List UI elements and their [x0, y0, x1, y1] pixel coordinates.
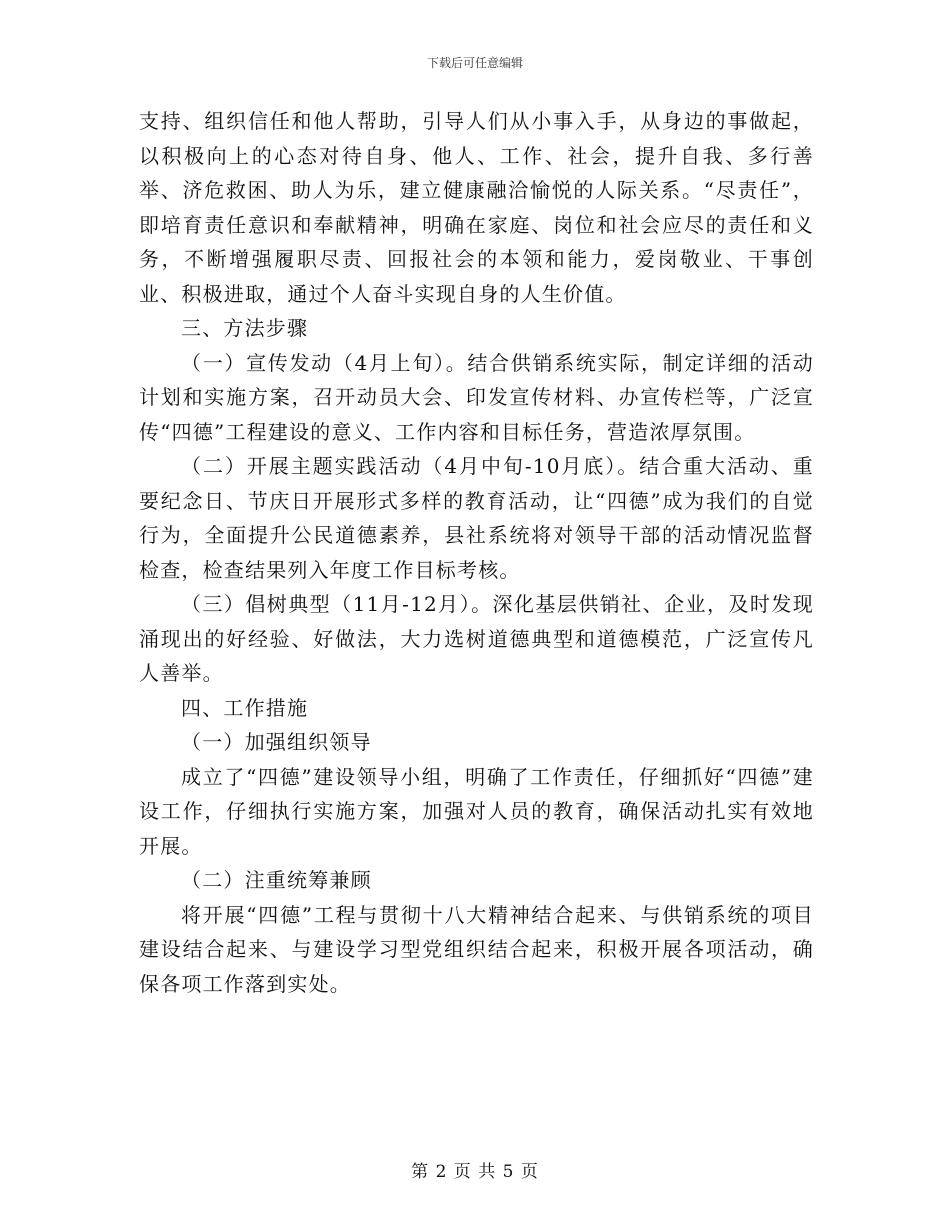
- page-header-note: 下载后可任意编辑: [426, 56, 523, 70]
- paragraph: （二）开展主题实践活动（4月中旬-10月底）。结合重大活动、重要纪念日、节庆日开展形式多样的教育活动，让“四德”成为我们的自觉行为，全面提升公民道德素养，县社系统将对领导干部的活动情况监督检查，检查结果列入年度工作目标考核。: [139, 454, 814, 582]
- subsection-heading: （二）注重统筹兼顾: [181, 868, 372, 892]
- paragraph: （三）倡树典型（11月-12月）。深化基层供销社、企业，及时发现涌现出的好经验、好做法，大力选树道德典型和道德模范，广泛宣传凡人善举。: [139, 592, 814, 685]
- document-body: [139, 104, 814, 1001]
- paragraph: 支持、组织信任和他人帮助，引导人们从小事入手，从身边的事做起，以积极向上的心态对待自身、他人、工作、社会，提升自我、多行善举、济危救困、助人为乐，建立健康融洽愉悦的人际关系。“尽责任”，即培育责任意识和奉献精神，明确在家庭、岗位和社会应尽的责任和义务，不断增强履职尽责、回报社会的本领和能力，爱岗敬业、干事创业、积极进取，通过个人奋斗实现自身的人生价值。: [139, 109, 814, 306]
- paragraph: 成立了“四德”建设领导小组，明确了工作责任，仔细抓好“四德”建设工作，仔细执行实施方案，加强对人员的教育，确保活动扎实有效地开展。: [139, 764, 814, 858]
- section-heading: 三、方法步骤: [181, 316, 309, 340]
- paragraph: 将开展“四德”工程与贯彻十八大精神结合起来、与供销系统的项目建设结合起来、与建设学习型党组织结合起来，积极开展各项活动，确保各项工作落到实处。: [139, 902, 814, 996]
- subsection-heading: （一）加强组织领导: [181, 730, 372, 754]
- section-heading: 四、工作措施: [181, 695, 309, 720]
- paragraph: （一）宣传发动（4月上旬）。结合供销系统实际，制定详细的活动计划和实施方案，召开动员大会、印发宣传材料、办宣传栏等，广泛宣传“四德”工程建设的意义、工作内容和目标任务，营造浓厚氛围。: [139, 350, 814, 444]
- page-number: 第 2 页 共 5 页: [411, 1162, 539, 1182]
